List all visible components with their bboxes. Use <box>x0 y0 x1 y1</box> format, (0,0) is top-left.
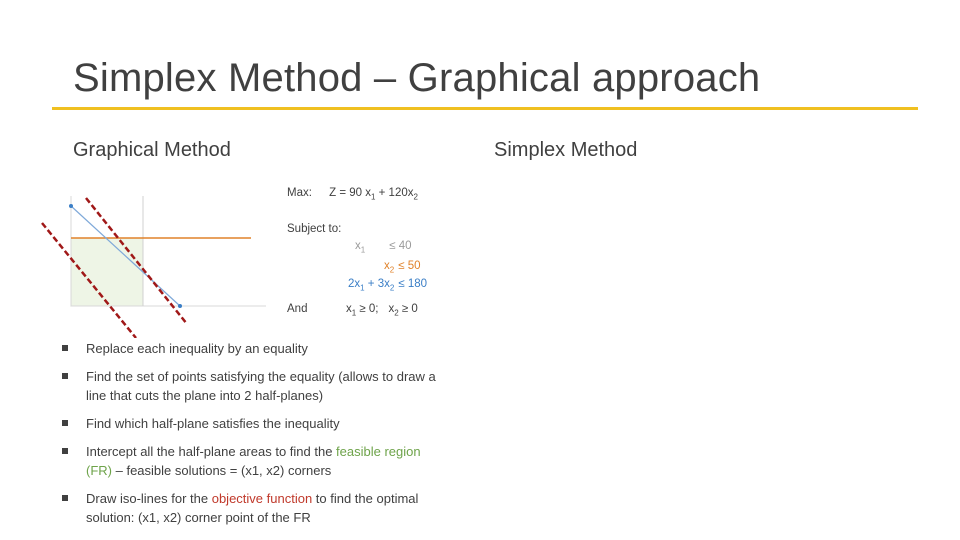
bullet-marker <box>62 420 68 426</box>
method-steps <box>62 339 442 536</box>
non-negativity: $x_1 \ge 0$; $x_2 \ge 0$ <box>346 303 418 318</box>
bullet-marker <box>62 448 68 454</box>
line-endpoint <box>69 204 73 208</box>
objective-function: Z = 90 $x_1 + 120x_2$ <box>329 187 418 202</box>
bullet-item: Draw iso-lines for the objective function to find the optimal solution: (x1, x2) corner point of the FR <box>62 489 442 527</box>
bullet-marker <box>62 373 68 379</box>
bullet-item: Find which half-plane satisfies the inequality <box>62 414 442 433</box>
slide-title: Simplex Method – Graphical approach <box>73 56 761 100</box>
bullet-item: Intercept all the half-plane areas to find the feasible region (FR) – feasible solutions = (x1, x2) corners <box>62 442 442 480</box>
bullet-marker <box>62 345 68 351</box>
constraint-x2: $x_2 \le 50$ <box>384 260 421 275</box>
subject-to-label: Subject to: <box>287 223 342 235</box>
line-endpoint <box>178 304 182 308</box>
graphical-method-heading: Graphical Method <box>73 139 231 161</box>
max-label: Max: <box>287 187 312 199</box>
title-underline <box>52 107 918 110</box>
simplex-method-heading: Simplex Method <box>494 139 638 161</box>
objective-row <box>287 187 418 201</box>
bullet-marker <box>62 495 68 501</box>
bullet-item: Replace each inequality by an equality <box>62 339 442 358</box>
feasible-region-term: feasible region (FR) <box>86 444 421 478</box>
feasible-region-graph <box>36 188 266 338</box>
and-label: And <box>287 303 308 315</box>
constraint-x1: $x_1 \le 40$ <box>355 240 412 255</box>
bullet-item: Find the set of points satisfying the equality (allows to draw a line that cuts the plane into 2 half-planes) <box>62 367 442 405</box>
constraint-combined: $2x_1 + 3x_2 \le 180$ <box>348 278 428 293</box>
objective-function-term: objective function <box>211 491 313 506</box>
lp-problem-formulation <box>275 182 445 322</box>
